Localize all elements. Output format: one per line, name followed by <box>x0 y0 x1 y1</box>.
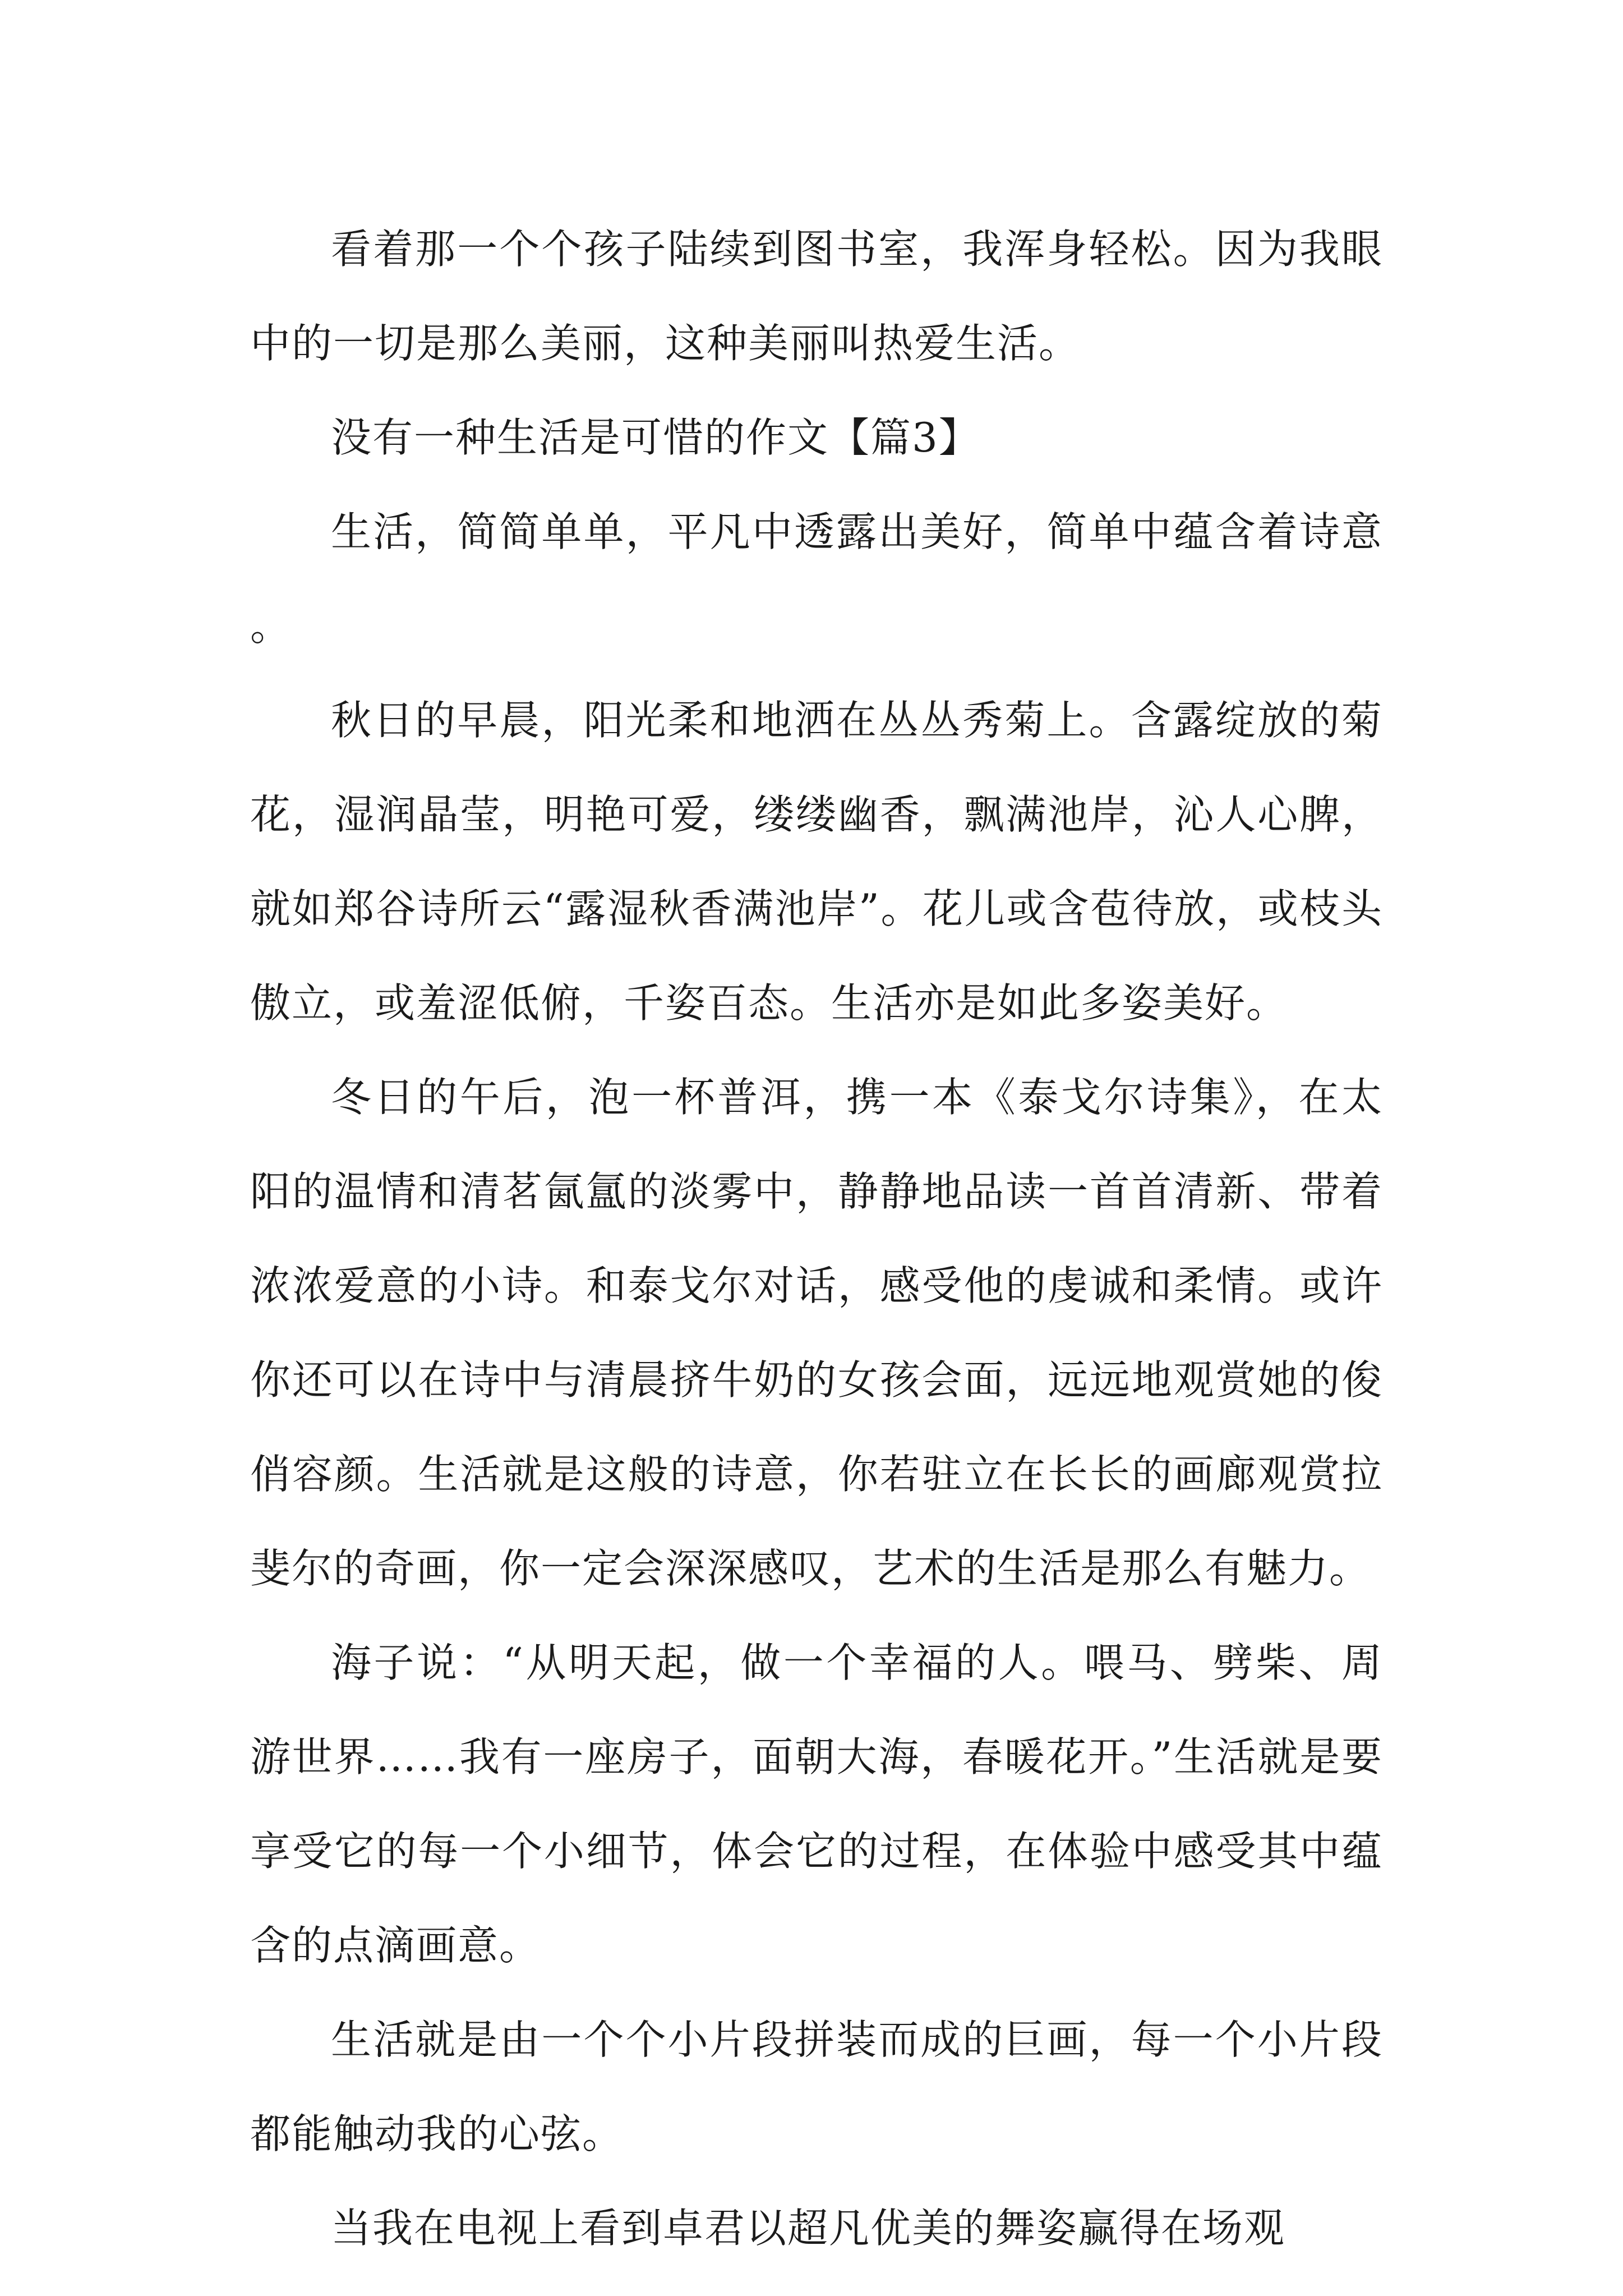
document-body <box>250 202 1383 2275</box>
paragraph-1: 看着那一个个孩子陆续到图书室，我浑身轻松。因为我眼中的一切是那么美丽，这种美丽叫热爱生活。 <box>250 226 1383 367</box>
section-heading: 没有一种生活是可惜的作文【篇3】 <box>331 414 980 461</box>
paragraph-5: 海子说：“从明天起，做一个幸福的人。喂马、劈柴、周游世界……我有一座房子，面朝大海，春暖花开。”生活就是要享受它的每一个小细节，体会它的过程，在体验中感受其中蕴含的点滴画意。 <box>250 1639 1383 1969</box>
paragraph-3: 秋日的早晨，阳光柔和地洒在丛丛秀菊上。含露绽放的菊花，湿润晶莹，明艳可爱，缕缕幽香，飘满池岸，沁人心脾，就如郑谷诗所云“露湿秋香满池岸”。花儿或含苞待放，或枝头傲立，或羞涩低俯，千姿百态。生活亦是如此多姿美好。 <box>250 697 1383 1027</box>
paragraph-6: 生活就是由一个个小片段拼装而成的巨画，每一个小片段都能触动我的心弦。 <box>250 2016 1383 2157</box>
paragraph-7: 当我在电视上看到卓君以超凡优美的舞姿赢得在场观 <box>331 2205 1286 2252</box>
paragraph-2: 生活，简简单单，平凡中透露出美好，简单中蕴含着诗意。 <box>250 508 1383 650</box>
paragraph-4: 冬日的午后，泡一杯普洱，携一本《泰戈尔诗集》，在太阳的温情和清茗氤氲的淡雾中，静静地品读一首首清新、带着浓浓爱意的小诗。和泰戈尔对话，感受他的虔诚和柔情。或许你还可以在诗中与清晨挤牛奶的女孩会面，远远地观赏她的俊俏容颜。生活就是这般的诗意，你若驻立在长长的画廊观赏拉斐尔的奇画，你一定会深深感叹，艺术的生活是那么有魅力。 <box>250 1074 1383 1592</box>
